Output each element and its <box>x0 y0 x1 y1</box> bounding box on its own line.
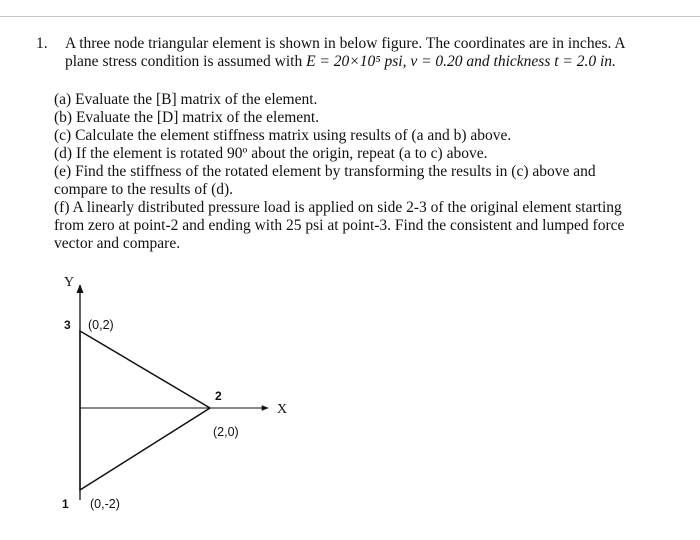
material-properties: E = 20×10⁵ psi, v = 0.20 and thickness t = 2.0 in. <box>306 53 616 70</box>
intro-text: plane stress condition is assumed with <box>65 53 307 70</box>
part-e-line-2: compare to the results of (d). <box>54 181 234 198</box>
part-d: (d) If the element is rotated 90º about the origin, repeat (a to c) above. <box>54 145 488 162</box>
triangle-element <box>80 331 210 490</box>
part-e-line-1: (e) Find the stiffness of the rotated element by transforming the results in (c) above and <box>54 163 596 180</box>
part-a: (a) Evaluate the [B] matrix of the element. <box>54 91 318 108</box>
problem-number: 1. <box>36 35 48 52</box>
part-f-line-3: vector and compare. <box>54 235 181 252</box>
node-1-coord: (0,-2) <box>90 497 120 511</box>
node-2-coord: (2,0) <box>213 425 239 439</box>
x-axis-label: X <box>277 402 288 417</box>
part-f-line-1: (f) A linearly distributed pressure load is applied on side 2-3 of the original element starting <box>54 199 622 216</box>
node-3-label: 3 <box>64 318 71 332</box>
part-b: (b) Evaluate the [D] matrix of the element. <box>54 109 320 126</box>
node-1-label: 1 <box>62 497 69 511</box>
y-axis-label: Y <box>64 275 75 290</box>
node-3-coord: (0,2) <box>88 318 114 332</box>
node-2-label: 2 <box>215 389 222 403</box>
part-f-line-2: from zero at point-2 and ending with 25 psi at point-3. Find the consistent and lumped force <box>54 217 625 234</box>
part-c: (c) Calculate the element stiffness matrix using results of (a and b) above. <box>54 127 512 144</box>
problem-intro-line-1: A three node triangular element is shown in below figure. The coordinates are in inches. A <box>65 35 626 52</box>
